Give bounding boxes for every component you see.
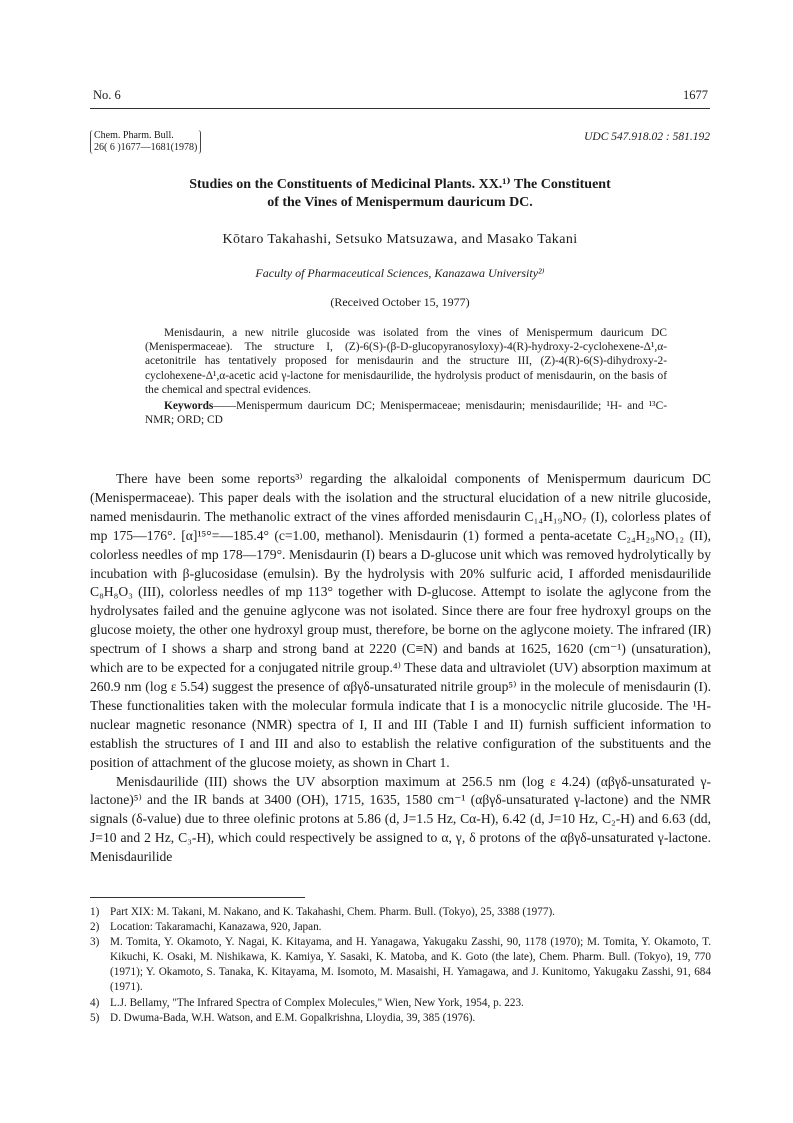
- journal-citation: [90, 130, 201, 154]
- footnote-number: 3): [90, 936, 100, 949]
- received-date: (Received October 15, 1977): [330, 295, 470, 309]
- footnote: [90, 996, 711, 1011]
- footnote-number: 2): [90, 921, 100, 934]
- paragraph-1: There have been some reports³⁾ regarding the alkaloidal components of Menispermum dauricum DC (Menispermaceae). This paper deals with the isolation and the structural elucidation of a new nitrile glucoside, named menisdaurin. The methanolic extract of the vines afforded menisdaurin C₁₄H₁₉NO₇ (I), colorless plates of mp 175—176°. [α]¹⁵°=—185.4° (c=1.00, methanol). Menisdaurin (1) formed a penta-acetate C₂₄H₂₉NO₁₂ (II), colorless needles of mp 178—179°. Menisdaurin (I) bears a D-glucose unit which was removed hydrolytically by incubation with β-glucosidase (emulsin). By the hydrolysis with 20% sulfuric acid, I afforded menisdaurilide C₈H₈O₃ (III), colorless needles of mp 113° together with D-glucose. Attempt to isolate the aglycone from the hydrolysates failed and the genuine aglycone was not isolated. Since there are four free hydroxyl groups on the glucose moiety, the other one hydroxyl group must, therefore, be borne on the aglycone moiety. The infrared (IR) spectrum of I shows a sharp and strong band at 2220 (C≡N) and bands at 1625, 1620 (cm⁻¹) (unsaturation), which are to be expected for a conjugated nitrile group.⁴⁾ These data and ultraviolet (UV) absorption maximum at 260.9 nm (log ε 5.54) suggest the presence of αβγδ-unsaturated nitrile group⁵⁾ in the molecule of menisdaurin (I). These functionalities taken with the molecular formula indicate that I is a monocyclic nitrile glucoside. The ¹H-nuclear magnetic resonance (NMR) spectra of I, II and III (Table I and II) furnish sufficient information to establish the structures of I and III and also to establish the relative configuration of the substituents and the position of attachment of the glucose moiety, as shown in Chart 1.: [90, 471, 711, 770]
- paragraph-2: Menisdaurilide (III) shows the UV absorption maximum at 256.5 nm (log ε 4.24) (αβγδ-unsaturated γ-lactone)⁵⁾ and the IR bands at 3400 (OH), 1715, 1635, 1580 cm⁻¹ (αβγδ-unsaturated γ-lactone) and the NMR signals (δ-value) due to three olefinic protons at 5.86 (d, J=1.5 Hz, Cα-H), 6.42 (d, J=10 Hz, C₂-H) and 6.63 (dd, J=10 and 2 Hz, C₃-H), which could respectively be assigned to α, γ, δ protons of the αβγδ-unsaturated γ-lactone. Menisdaurilide: [90, 773, 711, 865]
- footnote-rule: [90, 897, 305, 898]
- abstract: [145, 326, 667, 427]
- keywords: [145, 399, 667, 427]
- keywords-list: ——Menispermum dauricum DC; Menispermaceae; menisdaurin; menisdaurilide; ¹H- and ¹³C-NMR; ORD; CD: [145, 400, 667, 427]
- footnotes: [90, 905, 711, 1026]
- affiliation: Faculty of Pharmaceutical Sciences, Kanazawa University²⁾: [255, 266, 545, 280]
- citation-journal: Chem. Pharm. Bull.: [94, 130, 174, 141]
- footnote-text: Part XIX: M. Takani, M. Nakano, and K. Takahashi, Chem. Pharm. Bull. (Tokyo), 25, 3388 (1977).: [110, 906, 555, 918]
- abstract-text: Menisdaurin, a new nitrile glucoside was isolated from the vines of Menispermum dauricum DC (Menispermaceae). The structure I, (Z)-6(S)-(β-D-glucopyranosyloxy)-4(R)-hydroxy-2-cyclohexene-Δ¹,α-acetonitrile has tentatively proposed for menisdaurin and the structure III, (Z)-4(R)-6(S)-dihydroxy-2-cyclohexene-Δ¹,α-acetic acid γ-lactone for menisdaurilide, the hydrolysis product of menisdaurin, on the basis of the chemical and spectral evidences.: [145, 327, 667, 396]
- footnote: [90, 905, 711, 920]
- body-text: [90, 470, 711, 867]
- keywords-label: Keywords: [164, 400, 214, 413]
- footnote-text: L.J. Bellamy, "The Infrared Spectra of Complex Molecules," Wien, New York, 1954, p. 223.: [110, 996, 524, 1009]
- footnote-number: 4): [90, 996, 100, 1009]
- paper-title: [100, 176, 700, 212]
- authors: Kōtaro Takahashi, Setsuko Matsuzawa, and Masako Takani: [222, 232, 578, 247]
- footnote: [90, 920, 711, 935]
- footnote: [90, 935, 711, 995]
- footnote: [90, 1011, 711, 1026]
- citation-bracket: [90, 130, 201, 154]
- footnote-text: Location: Takaramachi, Kanazawa, 920, Japan.: [110, 921, 322, 934]
- udc-code: UDC 547.918.02 : 581.192: [584, 131, 710, 143]
- footnote-number: 1): [90, 906, 100, 918]
- header-rule: [90, 108, 710, 109]
- title-line-1: Studies on the Constituents of Medicinal Plants. XX.¹⁾ The Constituent: [189, 177, 611, 192]
- title-line-2: of the Vines of Menispermum dauricum DC.: [267, 195, 533, 210]
- citation-volume: 26( 6 )1677—1681(1978): [94, 142, 198, 153]
- page-number: 1677: [683, 88, 708, 102]
- footnote-number: 5): [90, 1011, 100, 1024]
- issue-number: No. 6: [93, 88, 121, 102]
- footnote-text: M. Tomita, Y. Okamoto, Y. Nagai, K. Kitayama, and H. Yanagawa, Yakugaku Zasshi, 90, 1178 (1970); M. Tomita, Y. Okamoto, T. Kikuchi, K. Osaki, M. Nishikawa, K. Kamiya, Y. Sasaki, K. Matoba, and K. Goto (the late), Chem. Pharm. Bull. (Tokyo), 19, 770 (1971); Y. Okamoto, S. Tanaka, K. Kitayama, M. Isomoto, M. Masaishi, H. Yamagawa, and J. Kunitomo, Yakugaku Zasshi, 91, 684 (1971).: [110, 936, 711, 994]
- footnote-text: D. Dwuma-Bada, W.H. Watson, and E.M. Gopalkrishna, Lloydia, 39, 385 (1976).: [110, 1011, 476, 1024]
